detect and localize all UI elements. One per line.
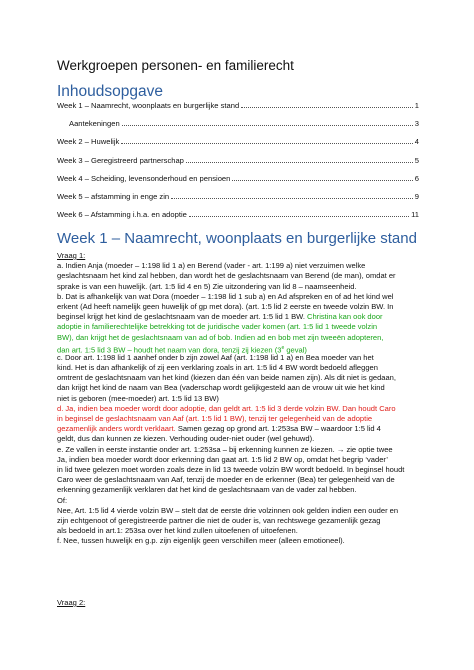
toc-leader-dots bbox=[171, 198, 413, 199]
toc-entry-label: Week 3 – Geregistreerd partnerschap bbox=[57, 155, 184, 165]
toc-entry-label: Aantekeningen bbox=[69, 119, 120, 129]
toc-entry[interactable] bbox=[57, 119, 419, 128]
text-run: beginsel krijgt het kind de geslachtsnaam van de moeder art. 1:5 lid 1 BW. bbox=[57, 312, 308, 322]
paragraph-line bbox=[57, 414, 419, 424]
paragraph-line bbox=[57, 485, 419, 495]
text-run: geslachtsnaam het kind zal hebben, dan wordt het de geslachtsnaam van Berend (de man), omdat er bbox=[57, 271, 396, 281]
toc-entry-page: 3 bbox=[414, 119, 419, 129]
paragraph-line bbox=[57, 261, 419, 271]
toc-entry[interactable] bbox=[57, 192, 419, 201]
text-run: erkent (Ad heeft namelijk geen huwelijk of gp met dora). (art. 1:5 lid 2 eerste en tweede volzin BW. In bbox=[57, 301, 394, 311]
text-run: sprake is van een huwelijk. (art. 1:5 lid 4 en 5) Zie uitzondering van lid 8 – naamseenheid. bbox=[57, 281, 357, 291]
paragraph-line bbox=[57, 353, 419, 363]
toc-heading: Inhoudsopgave bbox=[57, 83, 164, 100]
paragraph-line bbox=[57, 475, 419, 485]
question-heading-2: Vraag 2: bbox=[57, 598, 86, 607]
paragraph-line bbox=[57, 455, 419, 465]
text-run: a. Indien Anja (moeder – 1:198 lid 1 a) en Berend (vader - art. 1:199 a) niet verzuimen welke bbox=[57, 261, 366, 271]
toc-entry-label: Week 6 – Afstamming i.h.a. en adoptie bbox=[57, 210, 187, 220]
paragraph-line bbox=[57, 526, 419, 536]
paragraph-line bbox=[57, 282, 419, 292]
toc-entry-page: 11 bbox=[411, 210, 419, 220]
paragraph-line bbox=[57, 424, 419, 434]
section-body-week-1 bbox=[57, 251, 419, 546]
paragraph-line bbox=[57, 322, 419, 332]
paragraph-line bbox=[57, 343, 419, 353]
paragraph-line bbox=[57, 363, 419, 373]
text-run: in lid twee gelezen moet worden zoals deze in lid 13 tweede volzin BW wordt bedoeld. In beginsel houdt bbox=[57, 464, 405, 474]
paragraph-line bbox=[57, 383, 419, 393]
toc-entry[interactable] bbox=[57, 101, 419, 110]
paragraph-line bbox=[57, 506, 419, 516]
paragraph-line bbox=[57, 302, 419, 312]
paragraph-line bbox=[57, 445, 419, 455]
text-run: d. Ja, indien bea moeder wordt door adoptie, dan geldt art. 1:5 lid 3 derde volzin BW. Dan houdt Caro bbox=[57, 403, 396, 413]
toc-entry-page: 5 bbox=[414, 155, 419, 165]
paragraph-line bbox=[57, 292, 419, 302]
document-title: Werkgroepen personen- en familierecht bbox=[57, 58, 294, 73]
text-run: e bbox=[281, 344, 285, 351]
toc-entry-page: 1 bbox=[414, 101, 419, 110]
text-run: omtrent de geslachtsnaam van het kind (kiezen dan één van beide namen zijn). Als dit niet is gedaan, bbox=[57, 373, 396, 383]
text-run: Caro weer de geslachtsnaam van Aaf, tenzij de moeder en de erkenner (Bea) ter gelegenheid van de bbox=[57, 475, 395, 485]
text-run: adoptie in familierechtelijke betrekking tot de juridische vader komen (art. 1:5 lid 1 tweede volzin bbox=[57, 322, 378, 332]
text-run: Of: bbox=[57, 495, 68, 505]
paragraph-line bbox=[57, 271, 419, 281]
text-run: zijn echtgenoot of geregistreerde partner die niet de ouder is, van rechtswege gezamenlijk gezag bbox=[57, 515, 381, 525]
table-of-contents bbox=[57, 101, 419, 228]
text-run: gezamenlijk anders wordt verklaart. bbox=[57, 424, 176, 434]
toc-leader-dots bbox=[189, 216, 409, 217]
paragraph-line bbox=[57, 465, 419, 475]
toc-entry-page: 9 bbox=[414, 191, 419, 201]
toc-entry[interactable] bbox=[57, 156, 419, 165]
toc-leader-dots bbox=[241, 107, 413, 108]
question-heading-1: Vraag 1: bbox=[57, 251, 86, 260]
text-run: e. Ze vallen in eerste instantie onder art. 1:253sa – bij erkenning kunnen ze kiezen. → zie optie twee bbox=[57, 444, 393, 454]
toc-entry[interactable] bbox=[57, 210, 419, 219]
paragraph-line bbox=[57, 434, 419, 444]
toc-entry-label: Week 5 – afstamming in enge zin bbox=[57, 191, 170, 201]
text-run: Christina kan ook door bbox=[307, 312, 383, 322]
toc-entry-label: Week 1 – Naamrecht, woonplaats en burgerlijke stand bbox=[57, 101, 240, 110]
paragraph-line bbox=[57, 312, 419, 322]
text-run: dan krijgt het kind de naam van Bea (vaderschap wordt gelijkgesteld aan de vrouw uit wie het kind bbox=[57, 383, 385, 393]
text-run: niet is geboren (mee-moeder) art. 1:5 lid 13 BW) bbox=[57, 393, 219, 403]
text-run: Nee, Art. 1:5 lid 4 vierde volzin BW – stelt dat de eerste drie volzinnen ook gelden indien een ouder en bbox=[57, 505, 399, 515]
paragraph-line bbox=[57, 394, 419, 404]
toc-entry[interactable] bbox=[57, 174, 419, 183]
toc-leader-dots bbox=[232, 180, 412, 181]
text-run: als bedoeld in art.1: 253sa over het kind zullen uitoefenen of uitoefenen. bbox=[57, 526, 298, 536]
paragraph-line bbox=[57, 516, 419, 526]
text-run: Samen gezag op grond art. 1:253sa BW – waardoor 1:5 lid 4 bbox=[175, 424, 381, 434]
text-run: geval) bbox=[284, 345, 307, 355]
toc-leader-dots bbox=[186, 162, 413, 163]
section-heading-week-1: Week 1 – Naamrecht, woonplaats en burgerlijke stand bbox=[57, 230, 417, 247]
toc-entry[interactable] bbox=[57, 137, 419, 146]
toc-entry-page: 6 bbox=[414, 173, 419, 183]
text-run: geldt, dus dan kunnen ze kiezen. Verhouding ouder-niet ouder (wel gehuwd). bbox=[57, 434, 315, 444]
paragraph-line bbox=[57, 404, 419, 414]
toc-entry-label: Week 2 – Huwelijk bbox=[57, 137, 120, 147]
text-run: c. Door art. 1:198 lid 1 aanhef onder b zijn zowel Aaf (art. 1:198 lid 1 a) en Bea moeder van het bbox=[57, 352, 374, 362]
toc-leader-dots bbox=[121, 143, 412, 144]
toc-entry-label: Week 4 – Scheiding, levensonderhoud en pensioen bbox=[57, 173, 231, 183]
toc-entry-page: 4 bbox=[414, 137, 419, 147]
text-run: BW), dan krijgt het de geslachtsnaam van ad of bob. Indien ad en bob met zijn tweeën adopteren, bbox=[57, 332, 384, 342]
toc-leader-dots bbox=[122, 125, 413, 126]
paragraph-line bbox=[57, 373, 419, 383]
text-run: erkenning gezamenlijk verklaren dat het kind de geslachtsnaam van de vader zal hebben. bbox=[57, 485, 357, 495]
text-run: b. Dat is afhankelijk van wat Dora (moeder – 1:198 lid 1 sub a) en Ad afspreken en of ad het kind wel bbox=[57, 291, 394, 301]
paragraph-line bbox=[57, 333, 419, 343]
paragraph-line bbox=[57, 536, 419, 546]
paragraph-line bbox=[57, 496, 419, 506]
text-run: f. Nee, tussen huwelijk en g.p. zijn eigenlijk geen verschillen meer (alleen emotioneel). bbox=[57, 536, 345, 546]
text-run: kind. Het is dan afhankelijk of zij een verklaring zoals in art. 1:5 lid 4 BW wordt bedoeld afleggen bbox=[57, 363, 378, 373]
text-run: dan art. 1:5 lid 3 BW – houdt het naam van dora, tenzij zij kiezen (3 bbox=[57, 345, 282, 355]
text-run: in beginsel de geslachtsnaam van Aaf (art. 1:5 lid 1 BW), tenzij ter gelegenheid van de adoptie bbox=[57, 414, 373, 423]
text-run: Ja, indien bea moeder wordt door erkenning dan gaat art. 1:5 lid 2 BW op, omdat het begrip ‘vader’ bbox=[57, 454, 388, 464]
